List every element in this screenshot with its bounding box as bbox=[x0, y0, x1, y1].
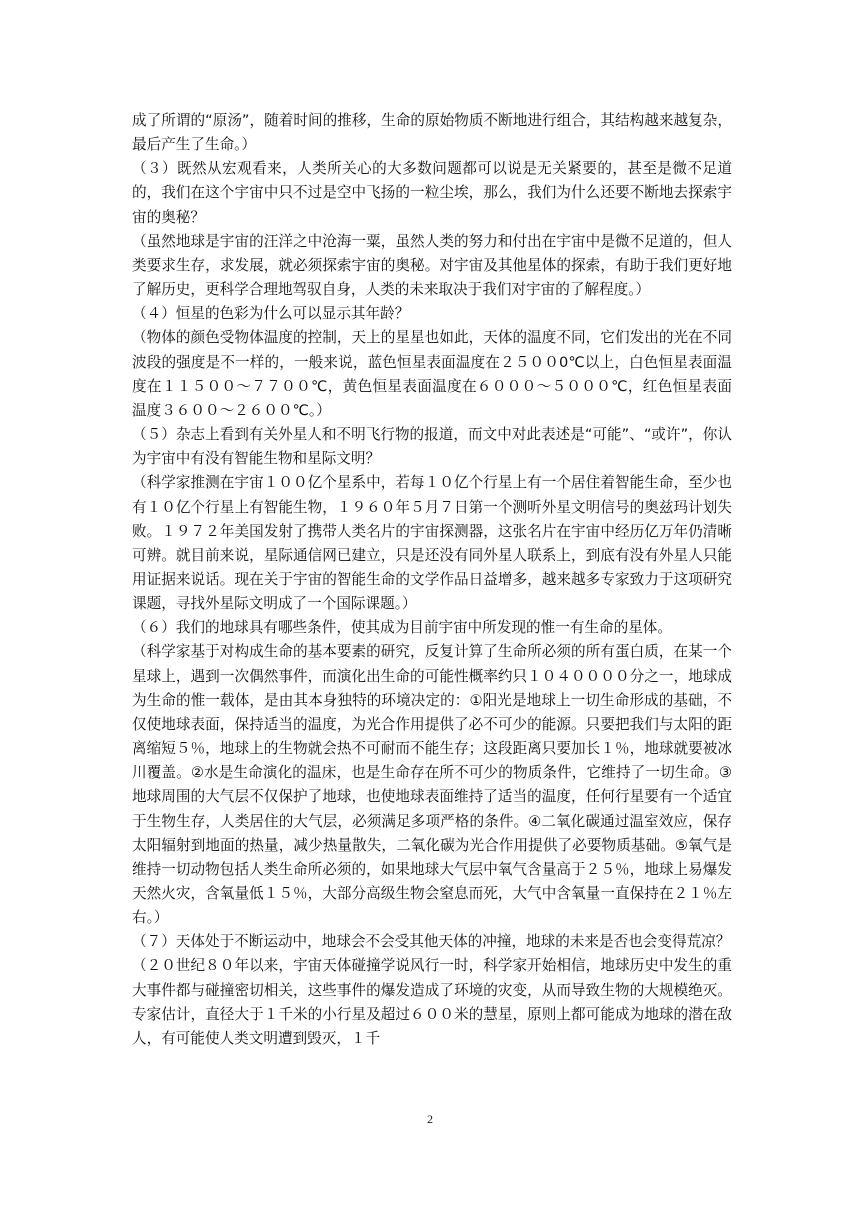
question-7: （７）天体处于不断运动中，地球会不会受其他天体的冲撞，地球的未来是否也会变得荒凉？ bbox=[132, 933, 731, 951]
answer-5: （科学家推测在宇宙１００亿个星系中，若每１０亿个行星上有一个居住着智能生命，至少也有１０亿个行星上有智能生物，１９６０年５月７日第一个测听外星文明信号的奥兹玛计划失败。１９７２年美国发射了携带人类名片的宇宙探测器，这张名片在宇宙中经历亿万年仍清晰可辨。就目前来说，星际通信网已建立，只是还没有同外星人联系上，到底有没有外星人只能用证据来说话。现在关于宇宙的智能生命的文学作品日益增多，越来越多专家致力于这项研究课题，寻找外星际文明成了一个国际课题。） bbox=[132, 474, 732, 613]
answer-6: （科学家基于对构成生命的基本要素的研究，反复计算了生命所必须的所有蛋白质，在某一个星球上，遇到一次偶然事件，而演化出生命的可能性概率约只１０４００００分之一，地球成为生命的惟一载体，是由其本身独特的环境决定的：①阳光是地球上一切生命形成的基础，不仅使地球表面，保持适当的温度，为光合作用提供了必不可少的能源。只要把我们与太阳的距离缩短５％，地球上的生物就会热不可耐而不能生存；这段距离只要加长１％，地球就要被冰川覆盖。②水是生命演化的温床，也是生命存在所不可少的物质条件，它维持了一切生命。③地球周围的大气层不仅保护了地球，也使地球表面维持了适当的温度，任何行星要有一个适宜于生物生存，人类居住的大气层，必须满足多项严格的条件。④二氧化碳通过温室效应，保存太阳辐射到地面的热量，减少热量散失，二氧化碳为光合作用提供了必要物质基础。⑤氧气是维持一切动物包括人类生命所必须的，如果地球大气层中氧气含量高于２５％，地球上易爆发天然火灾，含氧量低１５％，大部分高级生物会窒息而死，大气中含氧量一直保持在２１％左右。） bbox=[132, 643, 732, 927]
question-3: （３）既然从宏观看来，人类所关心的大多数问题都可以说是无关紧要的，甚至是微不足道的，我们在这个宇宙中只不过是空中飞扬的一粒尘埃，那么，我们为什么还要不断地去探索宇宙的奥秘？ bbox=[132, 160, 732, 226]
document-body bbox=[132, 109, 732, 1051]
question-4: （４）恒星的色彩为什么可以显示其年龄？ bbox=[132, 305, 410, 323]
page-number: 2 bbox=[427, 1112, 433, 1126]
answer-3: （虽然地球是宇宙的汪洋之中沧海一粟，虽然人类的努力和付出在宇宙中是微不足道的，但人类要求生存，求发展，就必须探索宇宙的奥秘。对宇宙及其他星体的探索，有助于我们更好地了解历史，更科学合理地驾驭自身，人类的未来取决于我们对宇宙的了解程度。） bbox=[132, 232, 732, 299]
answer-7: （２０世纪８０年以来，宇宙天体碰撞学说风行一时，科学家开始相信，地球历史中发生的重大事件都与碰撞密切相关，这些事件的爆发造成了环境的灾变，从而导致生物的大规模绝灭。专家估计，直径大于１千米的小行星及超过６００米的慧星，原则上都可能成为地球的潜在敌人，有可能使人类文明遭到毁灭，１千 bbox=[132, 957, 732, 1047]
paragraph-continuation: 成了所谓的“原汤”，随着时间的推移，生命的原始物质不断地进行组合，其结构越来越复杂，最后产生了生命。） bbox=[132, 112, 732, 154]
question-5: （５）杂志上看到有关外星人和不明飞行物的报道，而文中对此表述是“可能”、“或许”，你认为宇宙中有没有智能生物和星际文明？ bbox=[132, 426, 732, 468]
question-6: （６）我们的地球具有哪些条件，使其成为目前宇宙中所发现的惟一有生命的星体。 bbox=[132, 619, 672, 637]
answer-4: （物体的颜色受物体温度的控制，天上的星星也如此，天体的温度不同，它们发出的光在不同波段的强度是不一样的，一般来说，蓝色恒星表面温度在２５００0℃以上，白色恒星表面温度在１１５００～７７００℃，黄色恒星表面温度在６０００～５０００℃，红色恒星表面温度３６００～２６００℃。） bbox=[132, 329, 732, 419]
